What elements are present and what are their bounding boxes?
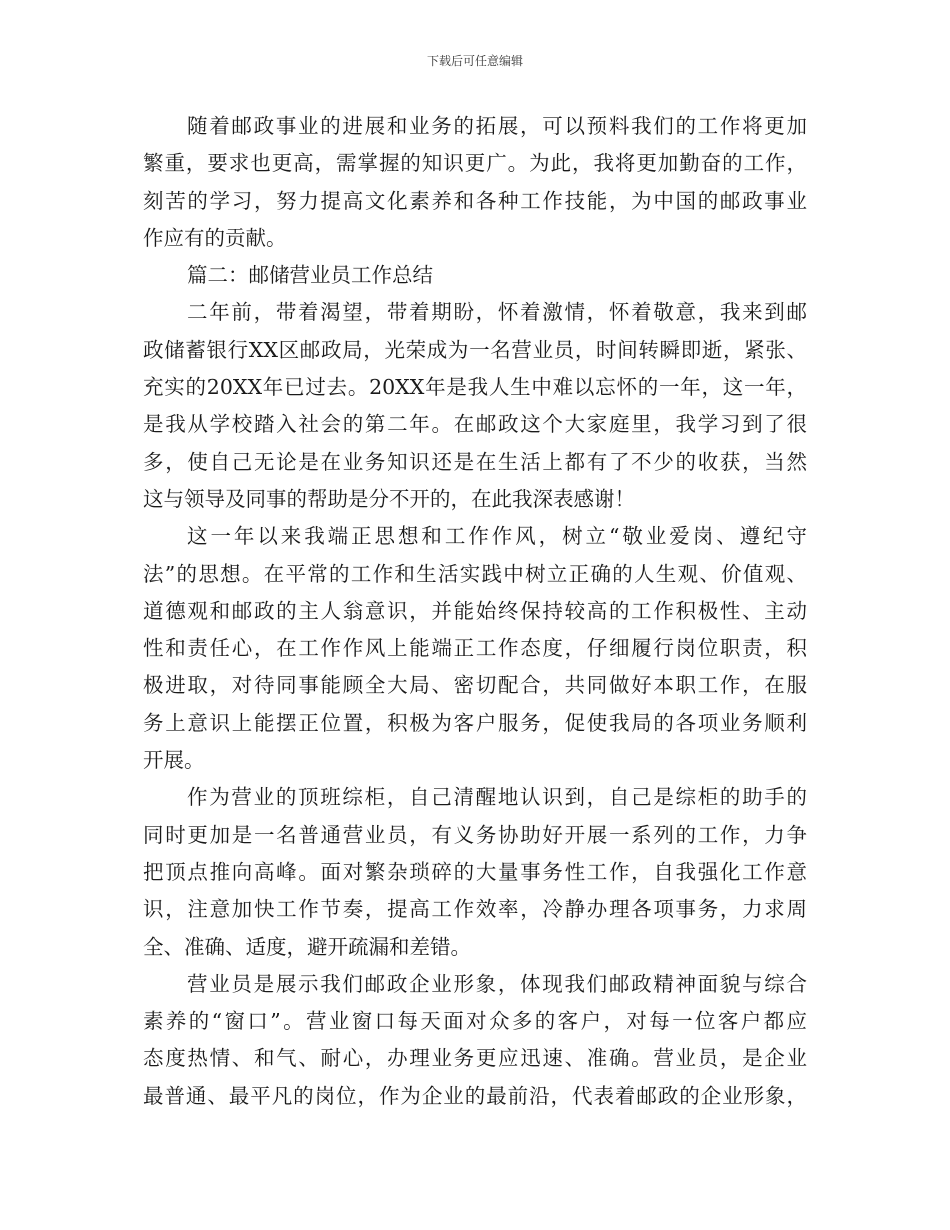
text-line: 是我从学校踏入社会的第二年。在邮政这个大家庭里，我学习到了很	[143, 412, 807, 437]
text-line: 营业员是展示我们邮政企业形象，体现我们邮政精神面貌与综合	[187, 971, 807, 996]
paragraph	[143, 779, 807, 965]
text-line: 多，使自己无论是在业务知识还是在生活上都有了不少的收获，当然	[143, 449, 807, 474]
text-line: 这与领导及同事的帮助是分不开的，在此我深表感谢！	[143, 486, 635, 511]
text-line: 识，注意加快工作节奏，提高工作效率，冷静办理各项事务，力求周	[143, 897, 807, 922]
text-line: 繁重，要求也更高，需掌握的知识更广。为此，我将更加勤奋的工作，	[143, 151, 807, 176]
text-line: 作应有的贡献。	[143, 225, 287, 250]
text-line: 最普通、最平凡的岗位，作为企业的最前沿，代表着邮政的企业形象，	[143, 1083, 807, 1108]
text-line: 作为营业的顶班综柜，自己清醒地认识到，自己是综柜的助手的	[187, 785, 807, 810]
text-line: 随着邮政事业的进展和业务的拓展，可以预料我们的工作将更加	[187, 114, 807, 138]
text-line: 法”的思想。在平常的工作和生活实践中树立正确的人生观、价值观、	[143, 561, 807, 586]
text-line: 政储蓄银行XX区邮政局，光荣成为一名营业员，时间转瞬即逝，紧张、	[143, 337, 807, 362]
text-line: 极进取，对待同事能顾全大局、密切配合，共同做好本职工作，在服	[143, 673, 807, 698]
header-note: 下载后可任意编辑	[426, 54, 523, 68]
text-line: 刻苦的学习，努力提高文化素养和各种工作技能，为中国的邮政事业	[143, 188, 807, 213]
paragraph	[143, 257, 807, 294]
text-line: 道德观和邮政的主人翁意识，并能始终保持较高的工作积极性、主动	[143, 598, 807, 623]
text-line: 全、准确、适度，避开疏漏和差错。	[143, 934, 471, 959]
text-line: 把顶点推向高峰。面对繁杂琐碎的大量事务性工作，自我强化工作意	[143, 859, 807, 884]
text-line: 务上意识上能摆正位置，积极为客户服务，促使我局的各项业务顺利	[143, 710, 807, 735]
paragraph	[143, 966, 807, 1115]
text-line: 态度热情、和气、耐心，办理业务更应迅速、准确。营业员，是企业	[143, 1046, 807, 1071]
text-line: 性和责任心，在工作作风上能端正工作态度，仔细履行岗位职责，积	[143, 636, 807, 661]
text-line: 素养的“窗口”。营业窗口每天面对众多的客户，对每一位客户都应	[143, 1009, 807, 1034]
document-body	[143, 108, 807, 1115]
paragraph	[143, 518, 807, 779]
text-line: 充实的20XX年已过去。20XX年是我人生中难以忘怀的一年，这一年，	[143, 375, 807, 400]
text-line: 篇二：邮储营业员工作总结	[187, 263, 433, 288]
paragraph	[143, 294, 807, 518]
text-line: 这一年以来我端正思想和工作作风，树立“敬业爱岗、遵纪守	[187, 524, 807, 549]
text-line: 同时更加是一名普通营业员，有义务协助好开展一系列的工作，力争	[143, 822, 807, 847]
text-line: 二年前，带着渴望，带着期盼，怀着激情，怀着敬意，我来到邮	[187, 300, 807, 325]
text-line: 开展。	[143, 748, 205, 773]
paragraph	[143, 108, 807, 257]
